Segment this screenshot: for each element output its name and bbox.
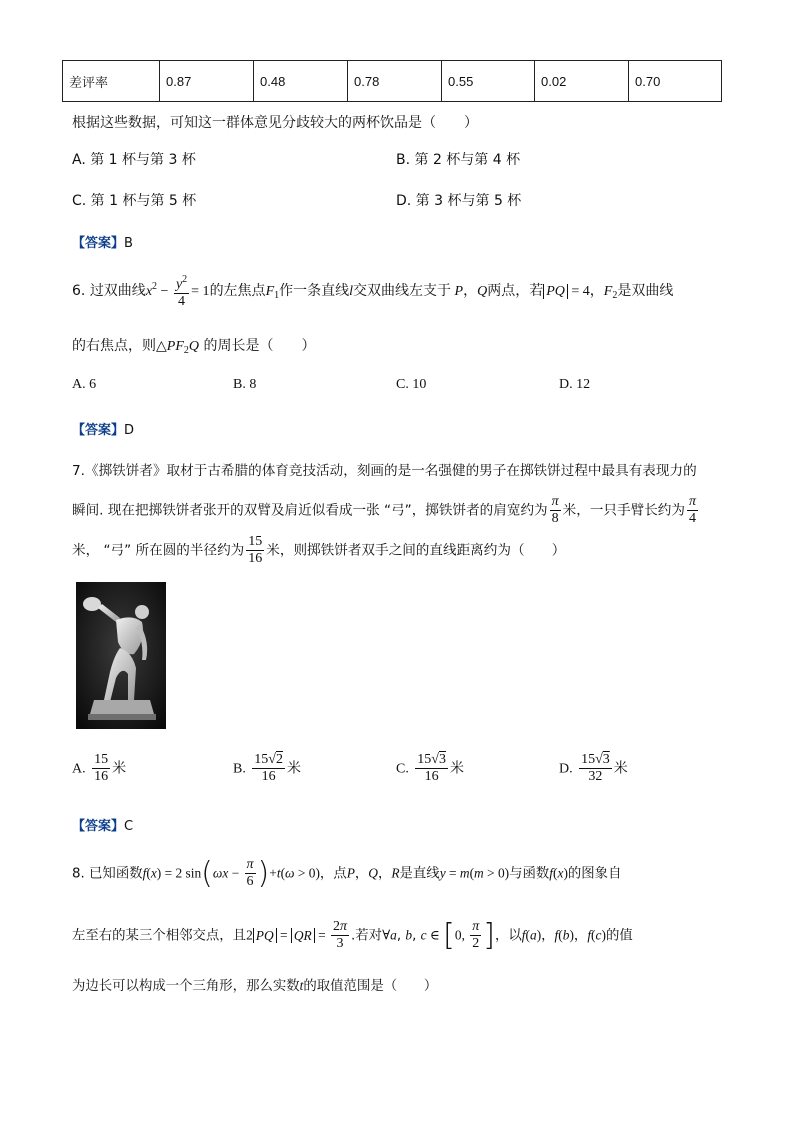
table-row: [63, 61, 722, 102]
fraction: $\frac{15√3}{32}$: [581, 752, 610, 784]
q8-line-1: 8. 已知函数f(x) = 2 sin(ωx − $\frac{\pi}{6}$ )+t(ω > 0)，点P，Q，R是直线y = m(m > 0)与函数f(x)的图象自: [72, 856, 622, 891]
q6-line-2: 的右焦点，则$\triangle PF_2Q$ 的周长是（ ）: [72, 338, 316, 356]
answer-value: B: [124, 236, 133, 251]
q8-text: 为边长可以构成一个三角形，那么实数: [72, 979, 300, 994]
q8-text: 是直线: [399, 866, 440, 882]
table-cell: 0.02: [535, 61, 629, 102]
table-cell: 0.78: [348, 61, 442, 102]
q8-line-3: 为边长可以构成一个三角形，那么实数t的取值范围是（ ）: [72, 978, 438, 994]
q5-option-c: C. 第 1 杯与第 5 杯: [72, 193, 197, 209]
answer-label: 【答案】: [72, 236, 125, 251]
q7-option-d: [559, 752, 628, 785]
q8-line-2: 左至右的某三个相邻交点，且2 PQ = QR = $\frac{2\pi}{3}$ .若对∀a, b, c ∈ [0, $\frac{\pi}{2}$ ]，以f(a)，f(b)，f(c)的值: [72, 918, 633, 953]
q6-text: 的周长是（ ）: [203, 338, 316, 354]
q8-text: 的取值范围是（ ）: [303, 979, 438, 994]
fraction: $\frac{2\pi}{3}$: [333, 919, 348, 951]
unit: 米: [112, 760, 127, 777]
q8-text: 的值: [605, 928, 633, 944]
q7-text: 米， “弓” 所在圆的半径约为: [72, 542, 245, 559]
table-cell: 0.48: [254, 61, 348, 102]
q6-number: 6.: [72, 283, 86, 299]
fraction: $\frac{\pi}{4}$: [689, 494, 697, 526]
q5-option-d: D. 第 3 杯与第 5 杯: [396, 193, 522, 209]
table-cell: 0.87: [160, 61, 254, 102]
q6-text: 交双曲线左支于: [353, 283, 452, 299]
q6-text: 的右焦点，则△: [72, 338, 167, 354]
rating-table: [62, 60, 722, 102]
q6-text: 是双曲线: [617, 283, 674, 299]
q7-line-3: [72, 534, 565, 567]
q6-option-c: C. 10: [396, 377, 427, 392]
q6-option-b: B. 8: [233, 377, 257, 392]
q7-text: 瞬间. 现在把掷铁饼者张开的双臂及肩近似看成一张 “弓”，掷铁饼者的肩宽约为: [72, 502, 548, 519]
q7-text: 米，一只手臂长约为: [562, 502, 685, 519]
q8-text: 已知函数: [89, 866, 143, 882]
q8-text: ，点: [319, 866, 347, 882]
option-prefix: B.: [233, 761, 246, 777]
q8-text: 的图象自: [567, 866, 622, 882]
unit: 米: [613, 760, 628, 777]
option-prefix: C.: [396, 761, 409, 777]
fraction: $\frac{\pi}{2}$: [472, 919, 480, 951]
answer-label: 【答案】: [72, 423, 125, 438]
q5-stem: 根据这些数据，可知这一群体意见分歧较大的两杯饮品是（ ）: [72, 115, 478, 131]
q6-line-1: 6. 过双曲线$x^2$ − $\frac{y^2}{4}$ = 1的左焦点$F_1$作一条直线l交双曲线左支于 P，Q两点，若 PQ = 4，$F_2$是双曲线: [72, 274, 674, 309]
q5-option-b: B. 第 2 杯与第 4 杯: [396, 152, 521, 168]
q5-option-a: A. 第 1 杯与第 3 杯: [72, 152, 196, 168]
answer-value: C: [124, 819, 134, 834]
table-row-label: 差评率: [63, 61, 160, 102]
fraction: $\frac{\pi}{8}$: [551, 494, 559, 526]
fraction: $\frac{15}{16}$: [94, 752, 109, 784]
q7-option-b: [233, 752, 301, 785]
option-prefix: D.: [559, 761, 573, 777]
q6-answer: [72, 419, 134, 438]
option-prefix: A.: [72, 761, 86, 777]
answer-value: D: [124, 423, 135, 438]
fraction: $\frac{15√2}{16}$: [254, 752, 283, 784]
q8-text: .若对: [351, 928, 383, 944]
q6-text: 两点，若: [487, 283, 544, 299]
q6-text: 的左焦点: [209, 283, 266, 299]
q6-option-d: D. 12: [559, 377, 591, 392]
q7-option-a: [72, 752, 126, 785]
q7-answer: [72, 815, 133, 834]
q8-text: 与函数: [509, 866, 550, 882]
fraction: $\frac{15√3}{16}$: [417, 752, 446, 784]
q5-answer: [72, 232, 133, 251]
q8-number: 8.: [72, 866, 85, 882]
fraction: $\frac{y^2}{4}$: [175, 274, 188, 309]
fraction: $\frac{15}{16}$: [248, 534, 263, 566]
table-cell: 0.70: [629, 61, 722, 102]
fraction: $\frac{\pi}{6}$: [246, 857, 254, 889]
q7-text: 米，则掷铁饼者双手之间的直线距离约为（ ）: [266, 542, 566, 559]
answer-label: 【答案】: [72, 819, 125, 834]
unit: 米: [286, 760, 301, 777]
discus-thrower-photo: [76, 582, 166, 729]
table-cell: 0.55: [442, 61, 535, 102]
q7-option-c: [396, 752, 464, 785]
q8-text: 左至右的某三个相邻交点，且: [72, 928, 247, 944]
unit: 米: [449, 760, 464, 777]
q7-line-1: 7.《掷铁饼者》取材于古希腊的体育竞技活动，刻画的是一名强健的男子在掷铁饼过程中最具有表现力的: [72, 463, 697, 479]
q8-text: ，以: [495, 928, 522, 944]
q7-line-2: [72, 494, 700, 527]
q6-text: 作一条直线: [279, 283, 350, 299]
q6-text: 过双曲线: [89, 283, 146, 299]
q6-option-a: A. 6: [72, 377, 97, 392]
